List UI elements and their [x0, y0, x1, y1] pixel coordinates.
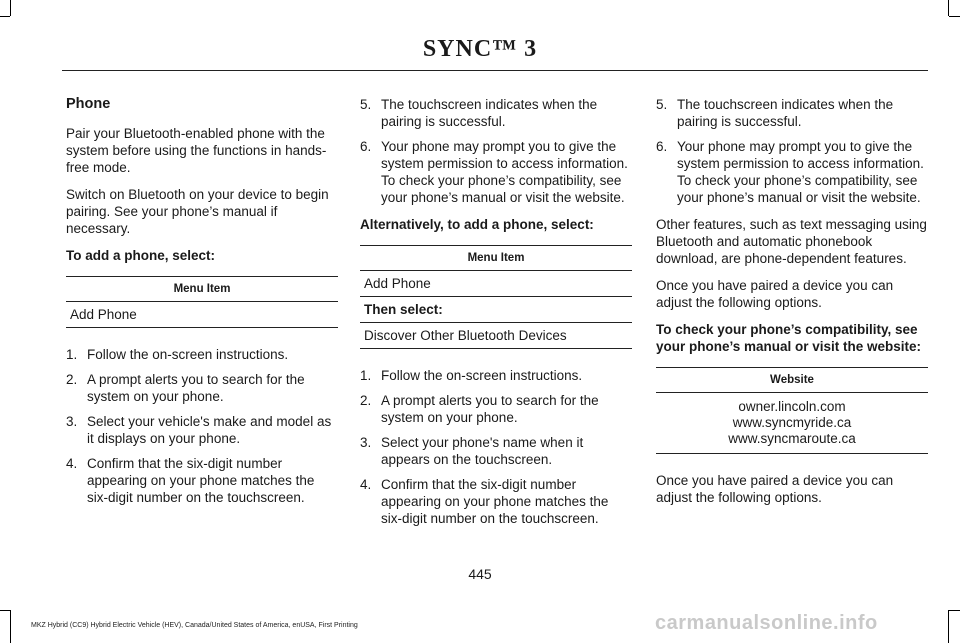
- step-text: Confirm that the six-digit number appearing on your phone matches the six-digit number on the touchscreen.: [87, 456, 315, 505]
- steps-list: [66, 346, 338, 506]
- step-number: 2.: [360, 393, 372, 408]
- column-2: [360, 96, 632, 537]
- column-3: [656, 96, 928, 516]
- step-text: Confirm that the six-digit number appearing on your phone matches the six-digit number on the touchscreen.: [381, 477, 609, 526]
- step-number: 5.: [656, 97, 668, 112]
- list-item: [360, 367, 632, 384]
- step-text: Select your phone's name when it appears on the touchscreen.: [381, 435, 584, 467]
- column-1: [66, 96, 338, 516]
- table-cell: Then select:: [360, 297, 632, 323]
- step-number: 4.: [360, 477, 372, 492]
- steps-list: [656, 96, 928, 206]
- website-table: [656, 367, 928, 454]
- list-item: [360, 138, 632, 206]
- instruction-lead: Alternatively, to add a phone, select:: [360, 217, 594, 232]
- paragraph: Pair your Bluetooth-enabled phone with the system before using the functions in hands-free mode.: [66, 126, 327, 175]
- page-number: 445: [468, 566, 492, 582]
- table-cell: Discover Other Bluetooth Devices: [360, 323, 632, 349]
- website-link[interactable]: www.syncmaroute.ca: [728, 431, 856, 446]
- list-item: [360, 476, 632, 527]
- list-item: [66, 371, 338, 405]
- table-cell: Add Phone: [66, 302, 338, 328]
- step-text: Select your vehicle's make and model as it displays on your phone.: [87, 414, 332, 446]
- step-text: The touchscreen indicates when the pairing is successful.: [677, 97, 894, 129]
- instruction-lead: To add a phone, select:: [66, 248, 216, 263]
- list-item: [360, 96, 632, 130]
- step-number: 2.: [66, 372, 78, 387]
- step-number: 1.: [66, 347, 78, 362]
- step-number: 5.: [360, 97, 372, 112]
- paragraph: Once you have paired a device you can adjust the following options.: [656, 278, 894, 310]
- step-text: A prompt alerts you to search for the system on your phone.: [381, 393, 599, 425]
- paragraph: Once you have paired a device you can adjust the following options.: [656, 473, 894, 505]
- paragraph: Other features, such as text messaging using Bluetooth and automatic phonebook download, are phone-dependent features.: [656, 217, 927, 266]
- list-item: [66, 455, 338, 506]
- step-number: 3.: [360, 435, 372, 450]
- crop-mark: [949, 610, 960, 611]
- crop-mark: [948, 610, 949, 643]
- watermark: carmanualsonline.info: [655, 612, 878, 634]
- paragraph: Switch on Bluetooth on your device to begin pairing. See your phone’s manual if necessary.: [66, 187, 329, 236]
- list-item: [656, 96, 928, 130]
- menu-table: [360, 245, 632, 349]
- section-heading: Phone: [66, 96, 111, 112]
- steps-list: [360, 96, 632, 206]
- step-number: 6.: [360, 139, 372, 154]
- list-item: [360, 434, 632, 468]
- step-text: The touchscreen indicates when the pairing is successful.: [381, 97, 598, 129]
- table-header: Menu Item: [360, 246, 632, 271]
- table-header: Menu Item: [66, 277, 338, 302]
- crop-mark: [10, 610, 11, 643]
- step-text: Your phone may prompt you to give the system permission to access information. To check your phone’s compatibility, see your phone’s manual or visit the website.: [381, 139, 628, 205]
- crop-mark: [10, 0, 11, 16]
- menu-table: [66, 276, 338, 328]
- list-item: [656, 138, 928, 206]
- crop-mark: [0, 16, 10, 17]
- step-number: 6.: [656, 139, 668, 154]
- steps-list: [360, 367, 632, 527]
- step-number: 3.: [66, 414, 78, 429]
- step-number: 4.: [66, 456, 78, 471]
- header-rule: [62, 70, 928, 71]
- website-list: [656, 393, 928, 454]
- instruction-lead: To check your phone’s compatibility, see your phone’s manual or visit the website:: [656, 322, 922, 354]
- page-header-title: SYNC™ 3: [422, 36, 538, 62]
- table-header: Website: [656, 368, 928, 393]
- crop-mark: [0, 610, 10, 611]
- step-text: Follow the on-screen instructions.: [87, 347, 289, 362]
- website-link[interactable]: www.syncmyride.ca: [732, 415, 852, 430]
- crop-mark: [949, 16, 960, 17]
- list-item: [360, 392, 632, 426]
- step-text: A prompt alerts you to search for the system on your phone.: [87, 372, 305, 404]
- table-cell: Add Phone: [360, 271, 632, 297]
- step-number: 1.: [360, 368, 372, 383]
- website-link[interactable]: owner.lincoln.com: [738, 399, 846, 414]
- step-text: Your phone may prompt you to give the system permission to access information. To check your phone’s compatibility, see your phone’s manual or visit the website.: [677, 139, 924, 205]
- crop-mark: [948, 0, 949, 16]
- footer-text: MKZ Hybrid (CC9) Hybrid Electric Vehicle (HEV), Canada/United States of America, enUSA, First Printing: [31, 622, 358, 629]
- list-item: [66, 346, 338, 363]
- step-text: Follow the on-screen instructions.: [381, 368, 583, 383]
- list-item: [66, 413, 338, 447]
